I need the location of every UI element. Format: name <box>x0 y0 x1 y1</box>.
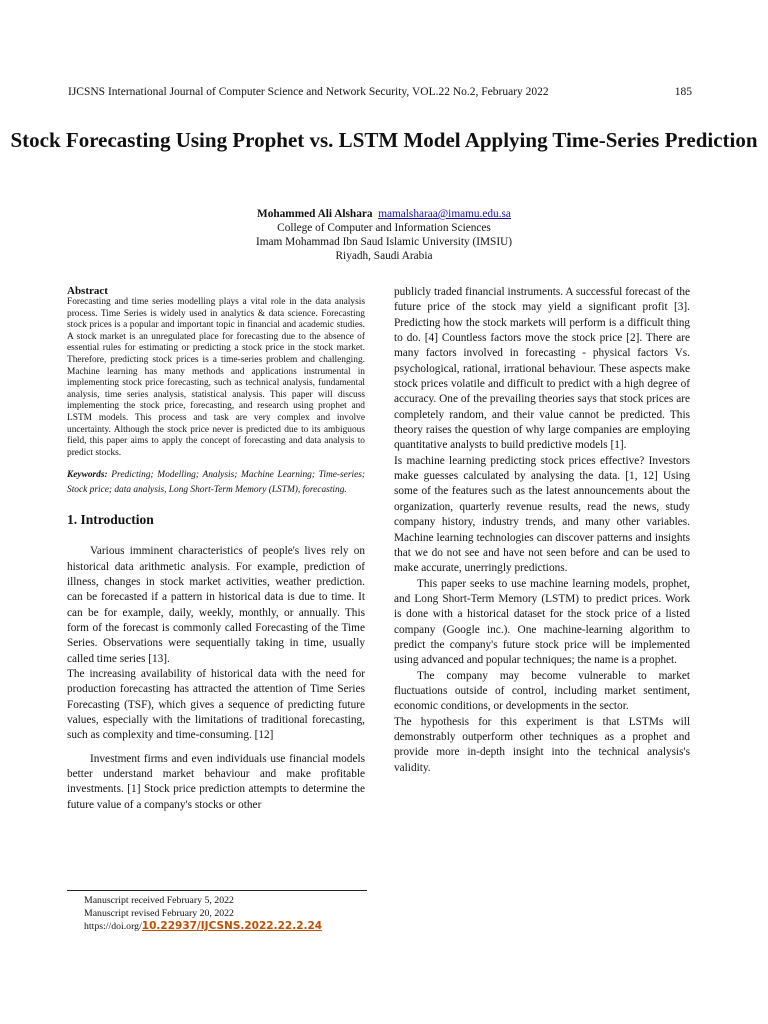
paragraph: The company may become vulnerable to market fluctuations outside of control, including market sentiment, economic conditions, or developments in the sector. <box>394 669 690 713</box>
doi-link[interactable]: 10.22937/IJCSNS.2022.22.2.24 <box>141 920 323 932</box>
footnote <box>84 894 322 933</box>
manuscript-revised: Manuscript revised February 20, 2022 <box>84 908 234 919</box>
running-header <box>68 86 692 98</box>
abstract-heading: Abstract <box>67 285 108 297</box>
author-email-link[interactable]: mamalsharaa@imamu.edu.sa <box>378 208 511 220</box>
paragraph: Is machine learning predicting stock prices effective? Investors make guesses calculated by analysing the data. [1, 12] Using some of the features such as the latest announcements about the organization, quarterly revenue results, read the news, study company history, industry trends, and many other variables. Machine learning technologies can discover patterns and insights that we do not see and have not seen before and can be used to make accurate, unerringly predictions. <box>394 454 690 575</box>
paragraph: Investment firms and even individuals use financial models better understand market behaviour and make profitable investments. [1] Stock price prediction attempts to determine the future value of a company's stocks or other <box>67 752 365 811</box>
affiliation-line: Riyadh, Saudi Arabia <box>335 250 433 262</box>
author-name: Mohammed Ali Alshara <box>257 208 373 220</box>
journal-name: IJCSNS International Journal of Computer Science and Network Security, VOL.22 No.2, February 2022 <box>68 86 549 98</box>
keywords <box>67 468 365 498</box>
keywords-text: Predicting; Modelling; Analysis; Machine Learning; Time-series; Stock price; data analysis, Long Short-Term Memory (LSTM), forecasting. <box>67 470 366 496</box>
keywords-label: Keywords: <box>67 470 108 481</box>
paragraph: Various imminent characteristics of people's lives rely on historical data arithmetic analysis. For example, prediction of illness, changes in stock market activities, weather prediction. can be forecasted if a pattern in historical data is due to time. It can be for example, daily, weekly, monthly, or annually. This form of the forecast is commonly called Forecasting of the Time Series. Observations were sequentially taking in time, usually called time series [13]. <box>67 545 365 665</box>
author-block <box>0 207 768 263</box>
paragraph: This paper seeks to use machine learning models, prophet, and Long Short-Term Memory (LSTM) to predict prices. Work is done with a historical dataset for the stock price of a listed company (Google inc.). One machine-learning algorithm to predict the company's future stock price will be implemented using advanced and popular techniques; the name is a prophet. <box>394 577 690 667</box>
paragraph: The increasing availability of historical data with the need for production forecasting has attracted the attention of Time Series Forecasting (TSF), which gives a sequence of predicting future values, especially with the limitations of traditional forecasting, such as complexity and time-consuming. [12] <box>67 668 365 742</box>
manuscript-received: Manuscript received February 5, 2022 <box>84 895 234 906</box>
left-column <box>67 285 365 813</box>
affiliation-line: Imam Mohammad Ibn Saud Islamic University (IMSIU) <box>255 236 513 248</box>
section-heading: 1. Introduction <box>67 512 154 528</box>
affiliation-line: College of Computer and Information Sciences <box>277 222 491 234</box>
page-number: 185 <box>674 86 692 98</box>
abstract-text: Forecasting and time series modelling plays a vital role in the data analysis process. Time Series is widely used in analytics & data science. Forecasting stock prices is a popular and important topic in financial and academic studies. A stock market is an unregulated place for forecasting due to the absence of essential rules for estimating or predicting a stock price in the stock market. Therefore, predicting stock prices is a time-series problem and challenging. Machine learning has many methods and applications instrumental in implementing stock price forecasting, such as technical analysis, fundamental analysis, time series analysis, statistical analysis. This paper will discuss implementing the stock price, forecasting, and research using prophet and LSTM models. This process and task are very complex and involve uncertainty. Although the stock price never is predicted due to its ambiguous field, this paper aims to apply the concept of forecasting and data analysis to predict stocks. <box>67 297 365 458</box>
paragraph: publicly traded financial instruments. A successful forecast of the future price of the stock may yield a significant profit [3]. Predicting how the stock markets will perform is a difficult thing to do. [4] Countless factors move the stock price [2]. There are many factors involved in forecasting - physical factors Vs. psychological, rational, irrational behaviour. These aspects make stock prices volatile and difficult to predict with a high degree of accuracy. One of the prevailing theories says that stock prices are completely random, and their value cannot be predicted. This theory raises the question of why large companies are employing quantitative analysts to build predictive models [1]. <box>394 286 690 452</box>
right-column <box>394 285 690 776</box>
paragraph: The hypothesis for this experiment is that LSTMs will demonstrably outperform other techniques as a prophet and provide more in-depth insight into the technical analysis's validity. <box>394 715 690 774</box>
footnote-divider <box>67 890 367 891</box>
doi-prefix: https://doi.org/ <box>84 921 142 932</box>
doi-line <box>84 920 322 933</box>
paper-title: Stock Forecasting Using Prophet vs. LSTM Model Applying Time-Series Prediction <box>10 128 758 152</box>
